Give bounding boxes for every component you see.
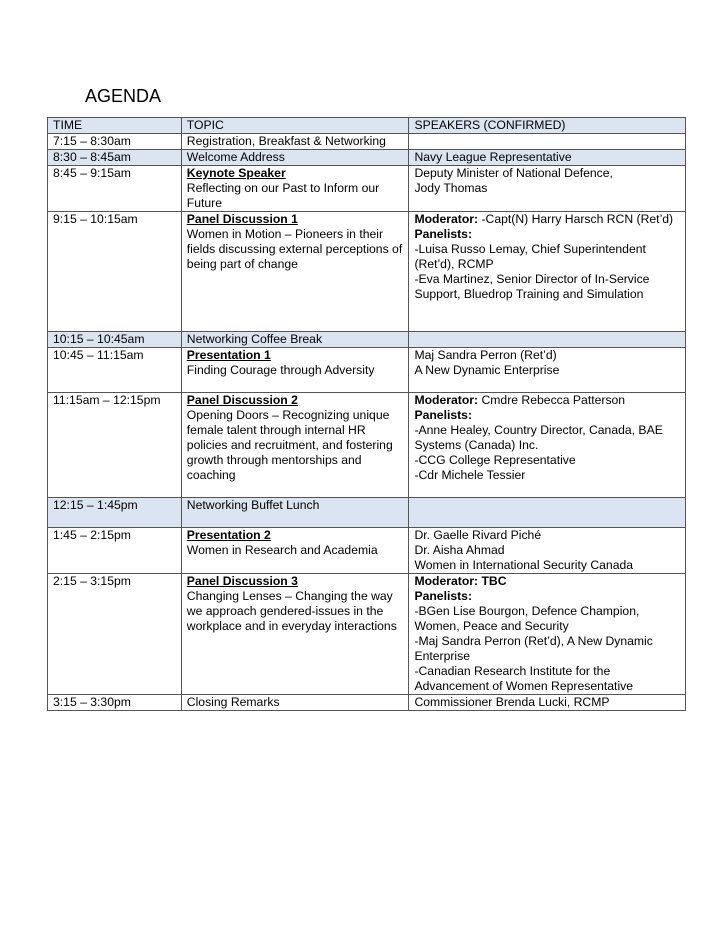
speakers-cell (409, 528, 686, 574)
table-row (48, 528, 686, 574)
topic-text: Welcome Address (186, 150, 285, 164)
speaker-role-label: Panelists: (414, 408, 473, 422)
speakers-cell (409, 134, 686, 150)
table-row (48, 393, 686, 498)
speaker-name: -CCG College Representative (414, 453, 576, 467)
table-row (48, 348, 686, 393)
topic-heading: Panel Discussion 1 (186, 212, 298, 226)
table-row (48, 498, 686, 528)
speaker-name: -BGen Lise Bourgon, Defence Champion, Women, Peace and Security (414, 604, 640, 633)
speakers-cell (409, 332, 686, 348)
topic-text: Changing Lenses – Changing the way we approach gendered-issues in the workplace and in everyday interactions (186, 589, 397, 633)
topic-cell (181, 695, 409, 711)
topic-cell (181, 212, 409, 332)
table-row (48, 332, 686, 348)
speaker-line (414, 468, 680, 483)
topic-cell (181, 528, 409, 574)
topic-heading: Presentation 1 (186, 348, 271, 362)
speakers-cell (409, 150, 686, 166)
speaker-line (414, 634, 680, 664)
topic-cell (181, 393, 409, 498)
topic-cell (181, 332, 409, 348)
speakers-cell (409, 574, 686, 695)
topic-heading: Presentation 2 (186, 528, 271, 542)
speakers-cell (409, 393, 686, 498)
speaker-line (414, 227, 680, 242)
speaker-name: Commissioner Brenda Lucki, RCMP (414, 695, 610, 709)
speaker-line (414, 664, 680, 694)
speaker-name: Dr. Gaelle Rivard Piché (414, 528, 542, 542)
time-cell: 10:45 – 11:15am (48, 348, 182, 393)
time-cell: 2:15 – 3:15pm (48, 574, 182, 695)
speaker-line (414, 181, 680, 196)
speaker-role-label: Moderator: TBC (414, 574, 507, 588)
table-row (48, 574, 686, 695)
speaker-line (414, 272, 680, 302)
speaker-name: Dr. Aisha Ahmad (414, 543, 505, 557)
speaker-line (414, 393, 680, 408)
speaker-line (414, 558, 680, 573)
speaker-name: Cmdre Rebecca Patterson (478, 393, 626, 407)
topic-text: Opening Doors – Recognizing unique female talent through internal HR policies and recruitment, and fostering growth through mentorships and coaching (186, 408, 393, 482)
speaker-name: Jody Thomas (414, 181, 488, 195)
topic-text: Women in Motion – Pioneers in their fields discussing external perceptions of being part of change (186, 227, 403, 271)
speaker-line (414, 348, 680, 363)
time-cell: 12:15 – 1:45pm (48, 498, 182, 528)
speakers-cell (409, 348, 686, 393)
speaker-name: -Luisa Russo Lemay, Chief Superintendent (Ret’d), RCMP (414, 242, 646, 271)
topic-cell (181, 166, 409, 212)
table-row (48, 166, 686, 212)
speaker-line (414, 543, 680, 558)
speaker-role-label: Panelists: (414, 589, 473, 603)
header-time: TIME (48, 118, 182, 134)
speakers-cell (409, 212, 686, 332)
speaker-line (414, 408, 680, 423)
table-row (48, 134, 686, 150)
speaker-name: -Maj Sandra Perron (Ret’d), A New Dynamic Enterprise (414, 634, 653, 663)
topic-cell (181, 348, 409, 393)
speakers-cell (409, 498, 686, 528)
topic-cell (181, 574, 409, 695)
speaker-line (414, 150, 680, 165)
speakers-cell (409, 166, 686, 212)
table-row (48, 212, 686, 332)
speaker-line (414, 604, 680, 634)
topic-text: Reflecting on our Past to Inform our Future (186, 181, 380, 210)
topic-text: Networking Buffet Lunch (186, 498, 320, 512)
speaker-line (414, 528, 680, 543)
time-cell: 7:15 – 8:30am (48, 134, 182, 150)
header-speakers: SPEAKERS (CONFIRMED) (409, 118, 686, 134)
time-cell: 9:15 – 10:15am (48, 212, 182, 332)
speaker-name: -Cdr Michele Tessier (414, 468, 526, 482)
speaker-role-label: Moderator: (414, 212, 479, 226)
time-cell: 11:15am – 12:15pm (48, 393, 182, 498)
speaker-line (414, 242, 680, 272)
speaker-name: -Anne Healey, Country Director, Canada, BAE Systems (Canada) Inc. (414, 423, 663, 452)
agenda-body (48, 134, 686, 711)
speaker-name: Women in International Security Canada (414, 558, 634, 572)
header-topic: TOPIC (181, 118, 409, 134)
topic-heading: Panel Discussion 3 (186, 574, 298, 588)
speaker-line (414, 423, 680, 453)
time-cell: 10:15 – 10:45am (48, 332, 182, 348)
topic-text: Networking Coffee Break (186, 332, 323, 346)
speaker-line (414, 363, 680, 378)
topic-cell (181, 134, 409, 150)
speaker-name: -Eva Martinez, Senior Director of In-Service Support, Bluedrop Training and Simulation (414, 272, 650, 301)
topic-text: Finding Courage through Adversity (186, 363, 375, 377)
speaker-name: -Capt(N) Harry Harsch RCN (Ret’d) (478, 212, 674, 226)
table-header-row (48, 118, 686, 134)
speaker-line (414, 212, 680, 227)
time-cell: 1:45 – 2:15pm (48, 528, 182, 574)
speaker-line (414, 695, 680, 710)
speaker-name: Navy League Representative (414, 150, 572, 164)
speaker-line (414, 589, 680, 604)
speaker-name: Deputy Minister of National Defence, (414, 166, 613, 180)
speaker-line (414, 166, 680, 181)
speaker-role-label: Moderator: (414, 393, 479, 407)
speaker-line (414, 453, 680, 468)
speaker-role-label: Panelists: (414, 227, 473, 241)
table-row (48, 695, 686, 711)
speaker-name: Maj Sandra Perron (Ret’d) (414, 348, 557, 362)
table-row (48, 150, 686, 166)
topic-text: Closing Remarks (186, 695, 280, 709)
topic-heading: Panel Discussion 2 (186, 393, 298, 407)
speaker-name: -Canadian Research Institute for the Advancement of Women Representative (414, 664, 634, 693)
topic-text: Women in Research and Academia (186, 543, 378, 557)
speakers-cell (409, 695, 686, 711)
topic-heading: Keynote Speaker (186, 166, 286, 180)
topic-text: Registration, Breakfast & Networking (186, 134, 386, 148)
speaker-name: A New Dynamic Enterprise (414, 363, 560, 377)
topic-cell (181, 150, 409, 166)
agenda-table (47, 117, 686, 711)
time-cell: 8:45 – 9:15am (48, 166, 182, 212)
page-title: AGENDA (85, 86, 162, 106)
time-cell: 3:15 – 3:30pm (48, 695, 182, 711)
speaker-line (414, 574, 680, 589)
time-cell: 8:30 – 8:45am (48, 150, 182, 166)
topic-cell (181, 498, 409, 528)
